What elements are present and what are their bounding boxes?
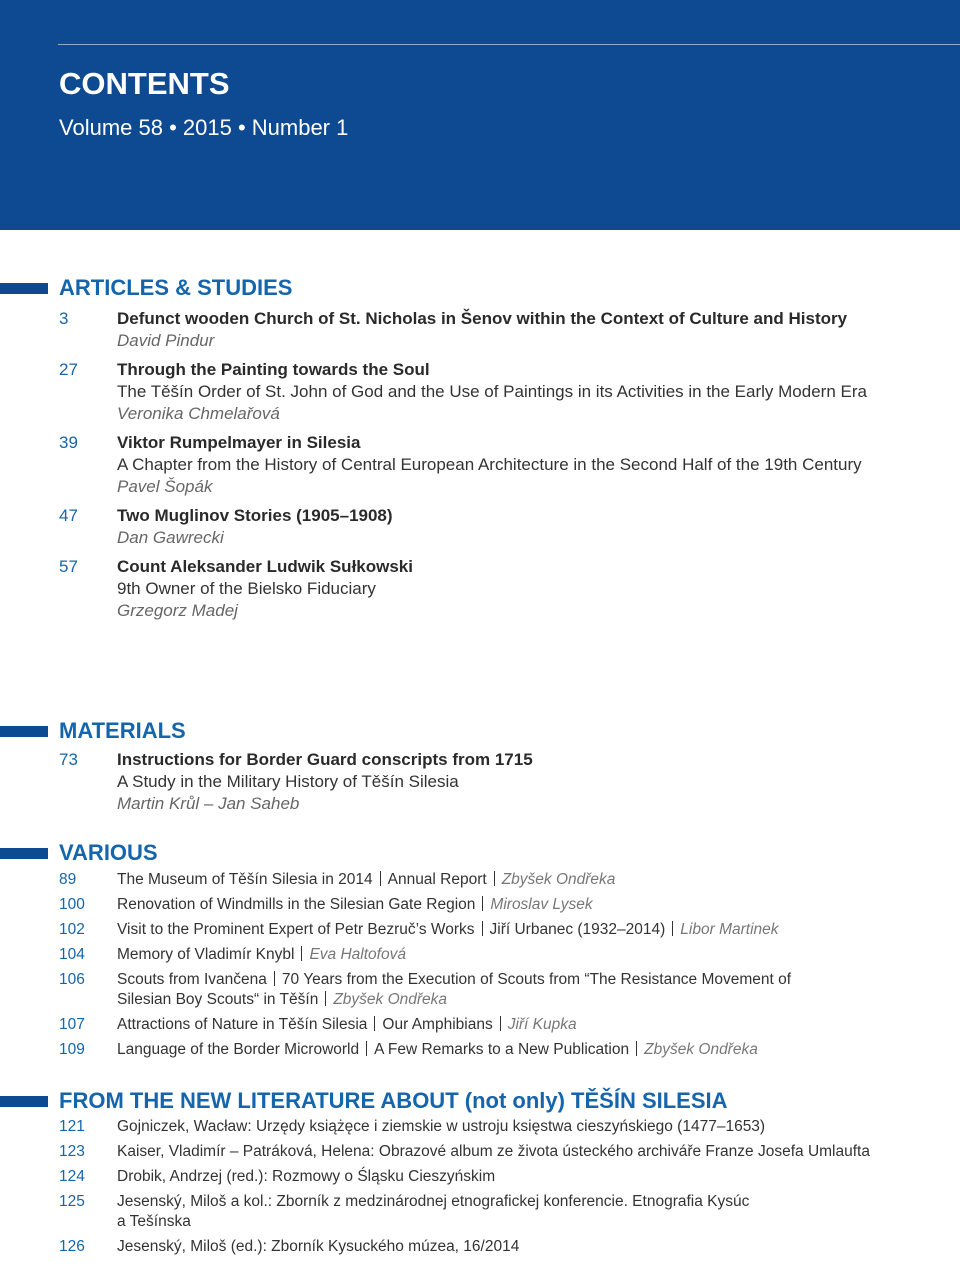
section-marker (0, 283, 48, 294)
entry-subtitle: Our Amphibians (382, 1016, 493, 1033)
entry-subtitle: A Few Remarks to a New Publication (374, 1041, 630, 1058)
various-entry[interactable] (0, 870, 960, 890)
entry-title: Visit to the Prominent Expert of Petr Bezruč’s Works (117, 921, 475, 938)
page-number: 125 (59, 1193, 85, 1210)
article-subtitle: The Těšín Order of St. John of God and the Use of Paintings in its Activities in the Early Modern Era (117, 382, 867, 401)
literature-entry[interactable] (0, 1237, 960, 1257)
page-number: 126 (59, 1238, 85, 1255)
materials-section (0, 717, 960, 822)
article-author: Grzegorz Madej (117, 601, 238, 620)
page-number: 124 (59, 1168, 85, 1185)
article-title: Defunct wooden Church of St. Nicholas in Šenov within the Context of Culture and History (117, 309, 848, 328)
article-author: Martin Krůl – Jan Saheb (117, 794, 300, 813)
various-entry[interactable] (0, 970, 960, 1010)
section-title: VARIOUS (59, 840, 158, 865)
separator-bar (482, 921, 483, 936)
various-section (0, 839, 960, 1065)
various-entry[interactable] (0, 1015, 960, 1035)
literature-entry[interactable] (0, 1117, 960, 1137)
articles-section (0, 274, 960, 629)
page-number: 73 (59, 750, 78, 769)
section-marker (0, 848, 48, 859)
page-number: 27 (59, 360, 78, 379)
article-title: Viktor Rumpelmayer in Silesia (117, 433, 361, 452)
separator-bar (500, 1016, 501, 1031)
various-entry[interactable] (0, 895, 960, 915)
entry-author: Zbyšek Ondřeka (333, 991, 448, 1008)
entry-subtitle: Jiří Urbanec (1932–2014) (489, 921, 666, 938)
literature-text: Jesenský, Miloš a kol.: Zborník z medzinárodnej etnografickej konferencie. Etnografia Kysúc a Tešínska (117, 1193, 750, 1230)
various-entry[interactable] (0, 945, 960, 965)
article-title: Through the Painting towards the Soul (117, 360, 430, 379)
entry-subtitle: 70 Years from the Execution of Scouts from “The Resistance Movement of Silesian Boy Scouts“ in Těšín (117, 971, 792, 1008)
article-subtitle: A Study in the Military History of Těšín Silesia (117, 772, 459, 791)
article-title: Count Aleksander Ludwik Sułkowski (117, 557, 413, 576)
separator-bar (380, 871, 381, 886)
article-subtitle: 9th Owner of the Bielsko Fiduciary (117, 579, 376, 598)
volume-info: Volume 58 • 2015 • Number 1 (59, 115, 349, 140)
section-header (0, 839, 960, 867)
entry-title: Renovation of Windmills in the Silesian Gate Region (117, 896, 476, 913)
section-title: ARTICLES & STUDIES (59, 275, 293, 300)
separator-bar (636, 1041, 637, 1056)
article-subtitle: A Chapter from the History of Central European Architecture in the Second Half of the 19th Century (117, 455, 862, 474)
literature-text: Drobik, Andrzej (red.): Rozmowy o Śląsku Cieszyńskim (117, 1168, 496, 1185)
page-number: 3 (59, 309, 69, 328)
article-title: Instructions for Border Guard conscripts from 1715 (117, 750, 533, 769)
entry-author: Zbyšek Ondřeka (501, 871, 616, 888)
entry-author: Miroslav Lysek (490, 896, 593, 913)
entry-subtitle: Annual Report (387, 871, 487, 888)
separator-bar (482, 896, 483, 911)
article-entry[interactable] (0, 432, 960, 498)
article-author: Pavel Šopák (117, 477, 213, 496)
page-number: 123 (59, 1143, 85, 1160)
article-entry[interactable] (0, 556, 960, 622)
page-number: 106 (59, 971, 85, 988)
entry-author: Zbyšek Ondřeka (644, 1041, 758, 1058)
section-marker (0, 726, 48, 737)
literature-text: Gojniczek, Wacław: Urzędy książęce i ziemskie w ustroju księstwa cieszyńskiego (1477–1653) (117, 1118, 766, 1135)
various-entry[interactable] (0, 1040, 960, 1060)
entry-author: Libor Martinek (680, 921, 779, 938)
literature-text: Jesenský, Miloš (ed.): Zborník Kysuckého múzea, 16/2014 (117, 1238, 520, 1255)
page-number: 47 (59, 506, 78, 525)
entry-title: Attractions of Nature in Těšín Silesia (117, 1016, 368, 1033)
page-number: 39 (59, 433, 78, 452)
entry-title: The Museum of Těšín Silesia in 2014 (117, 871, 373, 888)
article-author: Dan Gawrecki (117, 528, 224, 547)
page-number: 121 (59, 1118, 85, 1135)
article-author: Veronika Chmelařová (117, 404, 280, 423)
page-title: CONTENTS (59, 66, 230, 101)
various-entry[interactable] (0, 920, 960, 940)
separator-bar (325, 991, 326, 1006)
separator-bar (301, 946, 302, 961)
literature-entry[interactable] (0, 1167, 960, 1187)
separator-bar (374, 1016, 375, 1031)
section-header (0, 274, 960, 302)
article-author: David Pindur (117, 331, 215, 350)
entry-title: Memory of Vladimír Knybl (117, 946, 295, 963)
entry-author: Jiří Kupka (507, 1016, 577, 1033)
entry-author: Eva Haltofová (309, 946, 406, 963)
section-marker (0, 1096, 48, 1107)
literature-entry[interactable] (0, 1142, 960, 1162)
literature-text: Kaiser, Vladimír – Patráková, Helena: Obrazové album ze života ústeckého archiváře Franze Josefa Umlaufta (117, 1143, 870, 1160)
article-entry[interactable] (0, 505, 960, 549)
header-banner (0, 0, 960, 230)
page-number: 104 (59, 946, 85, 963)
page-number: 100 (59, 896, 85, 913)
section-title: MATERIALS (59, 718, 186, 743)
page-number: 102 (59, 921, 85, 938)
literature-section (0, 1087, 960, 1262)
article-entry[interactable] (0, 308, 960, 352)
section-header (0, 1087, 960, 1115)
article-entry[interactable] (0, 359, 960, 425)
separator-bar (366, 1041, 367, 1056)
separator-bar (274, 971, 275, 986)
page-number: 89 (59, 871, 77, 888)
section-title: FROM THE NEW LITERATURE ABOUT (not only) TĚŠÍN SILESIA (59, 1088, 728, 1113)
page-number: 107 (59, 1016, 85, 1033)
section-header (0, 717, 960, 745)
entry-title: Scouts from Ivančena (117, 971, 267, 988)
page-number: 109 (59, 1041, 85, 1058)
header-rule (58, 44, 960, 45)
entry-title: Language of the Border Microworld (117, 1041, 360, 1058)
article-title: Two Muglinov Stories (1905–1908) (117, 506, 393, 525)
separator-bar (494, 871, 495, 886)
article-entry[interactable] (0, 749, 960, 815)
separator-bar (672, 921, 673, 936)
literature-entry[interactable] (0, 1192, 960, 1232)
page-number: 57 (59, 557, 78, 576)
